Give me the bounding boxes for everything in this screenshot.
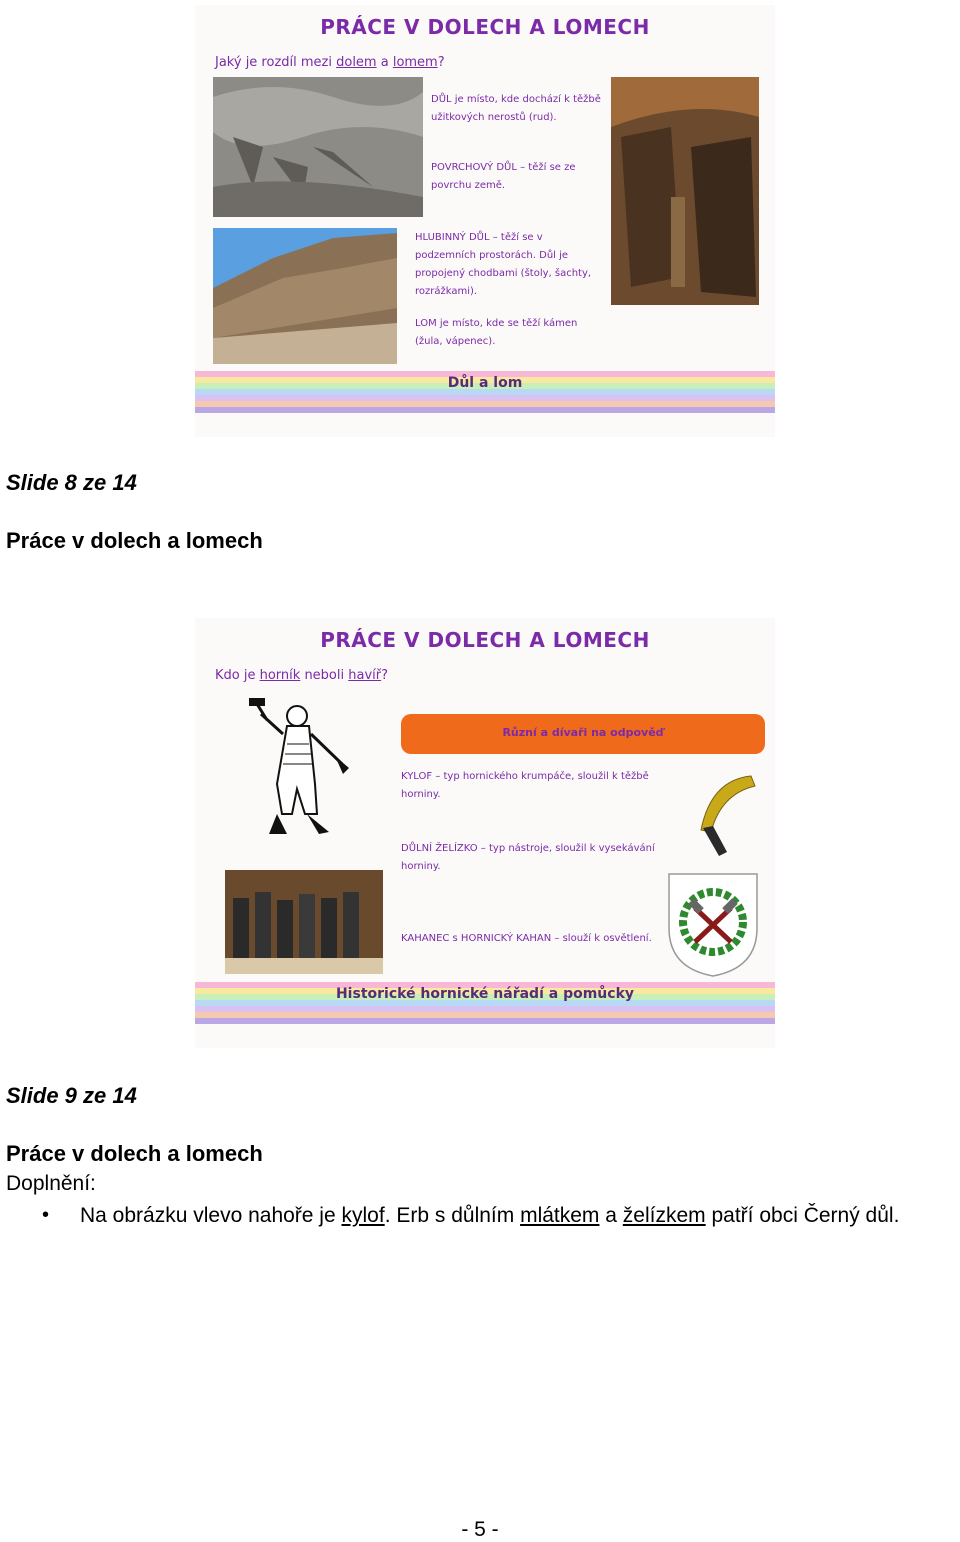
banner-label: Historické hornické nářadí a pomůcky: [335, 986, 635, 1002]
bullet-text: patří obci Černý důl.: [705, 1204, 900, 1227]
slide-8-paragraph: HLUBINNÝ DŮL – těží se v podzemních prostorách. Důl je propojený chodbami (štoly, šachty, rozrážkami).: [415, 232, 592, 297]
addition-bullet: [80, 1201, 960, 1230]
slide-9-title: PRÁCE V DOLECH A LOMECH: [320, 628, 650, 652]
slide-8-question: [215, 55, 445, 70]
question-word: havíř: [348, 668, 382, 683]
bullet-term: kylof: [341, 1204, 385, 1227]
slide-8-paragraph: DŮL je místo, kde dochází k těžbě užitkových nerostů (rud).: [431, 94, 601, 123]
slide-9-caption: Slide 9 ze 14: [6, 1083, 137, 1108]
addition-label: Doplnění:: [6, 1172, 96, 1195]
question-word: lomem: [392, 55, 438, 70]
bullet-term: želízkem: [622, 1204, 706, 1227]
slide-9-paragraph: KAHANEC s HORNICKÝ KAHAN – slouží k osvětlení.: [401, 933, 652, 944]
slide-8-caption-title: Práce v dolech a lomech: [6, 528, 263, 553]
orange-banner-label: Různí a dívaři na odpověď: [502, 726, 664, 739]
lamps-photo: [225, 870, 383, 974]
open-pit-photo: [213, 228, 397, 364]
slide-9-paragraph: KYLOF – typ hornického krumpáče, sloužil k těžbě horniny.: [401, 771, 649, 800]
slide-8-paragraph: LOM je místo, kde se těží kámen (žula, vápenec).: [415, 318, 578, 347]
slide-8-paragraph: POVRCHOVÝ DŮL – těží se ze povrchu země.: [431, 162, 576, 191]
question-text: a: [376, 55, 393, 70]
question-word: dolem: [336, 55, 377, 70]
bullet-text: Na obrázku vlevo nahoře je: [80, 1204, 342, 1227]
question-text: ?: [381, 668, 389, 683]
slide-8-title: PRÁCE V DOLECH A LOMECH: [320, 15, 650, 39]
banner-label: Důl a lom: [447, 375, 523, 391]
rainbow-banner: [195, 982, 775, 1042]
question-text: ?: [437, 55, 445, 70]
pick-tool-photo: [681, 770, 759, 860]
bullet-term: mlátkem: [520, 1204, 600, 1227]
slide-9-thumbnail: [195, 618, 775, 1048]
rainbow-banner: [195, 371, 775, 431]
miner-illustration: [247, 694, 357, 844]
page-number: - 5 -: [461, 1518, 499, 1541]
slide-9-question: [215, 668, 388, 683]
slide-8-thumbnail: [195, 5, 775, 437]
mine-photo: [611, 77, 759, 305]
rock-photo: [213, 77, 423, 217]
question-text: neboli: [300, 668, 349, 683]
bullet-icon: •: [42, 1204, 50, 1226]
bullet-text: a: [599, 1204, 623, 1227]
bullet-text: . Erb s důlním: [384, 1204, 521, 1227]
slide-8-caption: Slide 8 ze 14: [6, 470, 137, 495]
question-text: Kdo je: [215, 668, 260, 683]
question-text: Jaký je rozdíl mezi: [215, 55, 337, 70]
slide-9-paragraph: DŮLNÍ ŽELÍZKO – typ nástroje, sloužil k vysekávání horniny.: [401, 843, 655, 872]
slide-9-caption-title: Práce v dolech a lomech: [6, 1141, 263, 1166]
coat-of-arms-emblem: [663, 868, 763, 980]
question-word: horník: [259, 668, 301, 683]
